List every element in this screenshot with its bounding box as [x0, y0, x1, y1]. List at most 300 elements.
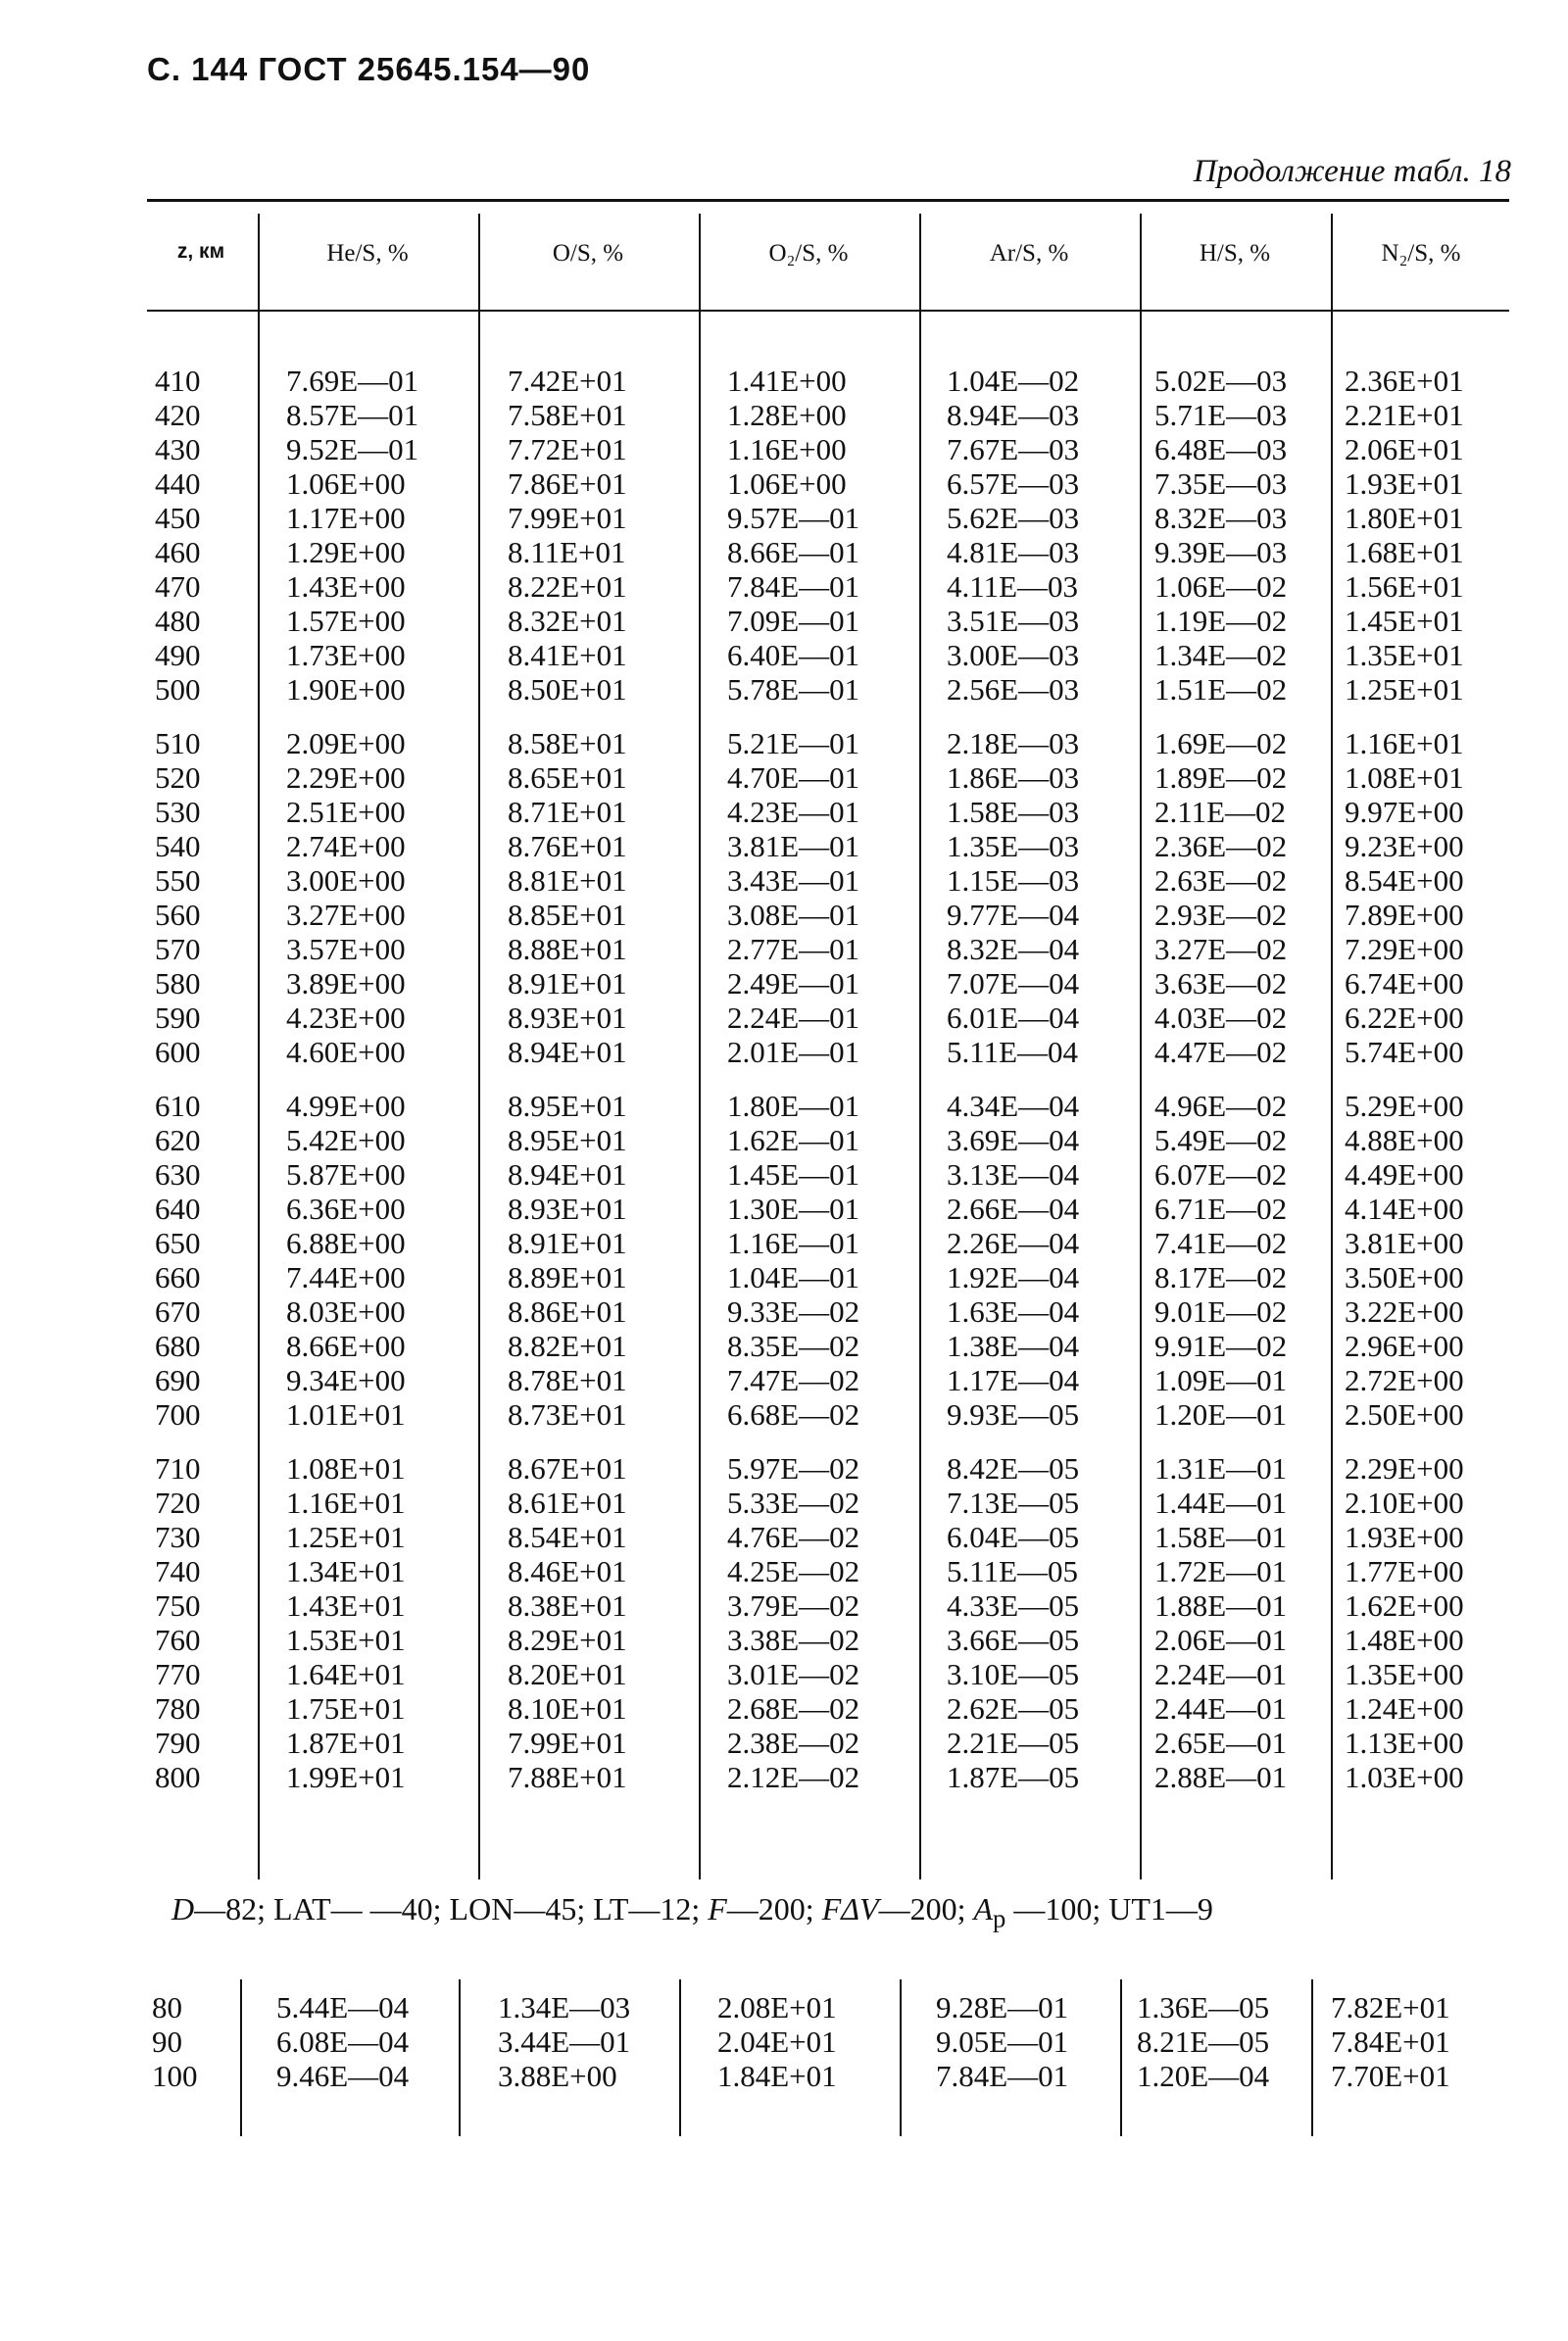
value-cell: 7.88E+01 [508, 1760, 627, 1794]
table-row [155, 399, 1527, 432]
value-cell: 5.87E+00 [286, 1157, 406, 1192]
altitude-cell: 760 [155, 1623, 201, 1657]
value-cell: 1.30E—01 [727, 1192, 860, 1226]
value-cell: 2.49E—01 [727, 966, 860, 1000]
value-cell: 2.09E+00 [286, 726, 406, 760]
table-row [155, 864, 1527, 898]
value-cell: 1.86E—03 [947, 760, 1080, 795]
value-cell: 4.14E+00 [1345, 1192, 1464, 1226]
table-row [155, 433, 1527, 466]
table-row [155, 673, 1527, 707]
column-header-h: H/S, % [1199, 240, 1271, 267]
altitude-cell: 440 [155, 466, 201, 501]
column-header-ar: Ar/S, % [989, 240, 1069, 267]
altitude-cell: 790 [155, 1726, 201, 1760]
param-fdv-label: FΔV [821, 1891, 879, 1926]
value-cell: 2.96E+00 [1345, 1329, 1464, 1363]
value-cell: 1.99E+01 [286, 1760, 406, 1794]
column-header-he: He/S, % [326, 240, 409, 267]
altitude-cell: 580 [155, 966, 201, 1000]
altitude-cell: 90 [152, 2024, 182, 2059]
value-cell: 9.34E+00 [286, 1363, 406, 1397]
column-header-altitude: z, км [176, 240, 225, 263]
value-cell: 1.29E+00 [286, 535, 406, 569]
value-cell: 7.41E—02 [1154, 1226, 1288, 1260]
value-cell: 9.23E+00 [1345, 829, 1464, 863]
value-cell: 2.38E—02 [727, 1726, 860, 1760]
value-cell: 2.18E—03 [947, 726, 1080, 760]
value-cell: 8.86E+01 [508, 1294, 627, 1329]
value-cell: 7.44E+00 [286, 1260, 406, 1294]
value-cell: 1.15E—03 [947, 863, 1080, 898]
value-cell: 2.93E—02 [1154, 898, 1288, 932]
value-cell: 4.60E+00 [286, 1035, 406, 1069]
value-cell: 8.93E+01 [508, 1000, 627, 1035]
value-cell: 6.36E+00 [286, 1192, 406, 1226]
table-row [155, 796, 1527, 829]
table-row [152, 2060, 1524, 2093]
altitude-cell: 600 [155, 1035, 201, 1069]
value-cell: 1.80E+01 [1345, 501, 1464, 535]
table-row [155, 899, 1527, 932]
value-cell: 6.07E—02 [1154, 1157, 1288, 1192]
value-cell: 1.06E—02 [1154, 569, 1288, 604]
table-row [155, 830, 1527, 863]
value-cell: 1.87E+01 [286, 1726, 406, 1760]
value-cell: 1.25E+01 [1345, 672, 1464, 707]
value-cell: 8.67E+01 [508, 1451, 627, 1486]
table-row [155, 1624, 1527, 1657]
value-cell: 1.84E+01 [717, 2059, 837, 2093]
value-cell: 1.56E+01 [1345, 569, 1464, 604]
value-cell: 8.91E+01 [508, 1226, 627, 1260]
value-cell: 1.77E+00 [1345, 1554, 1464, 1588]
value-cell: 8.94E—03 [947, 398, 1080, 432]
value-cell: 1.45E—01 [727, 1157, 860, 1192]
altitude-cell: 660 [155, 1260, 201, 1294]
value-cell: 1.28E+00 [727, 398, 847, 432]
value-cell: 8.65E+01 [508, 760, 627, 795]
value-cell: 3.10E—05 [947, 1657, 1080, 1691]
param-ap-value: —100; UT1—9 [1005, 1891, 1213, 1926]
value-cell: 3.66E—05 [947, 1623, 1080, 1657]
table-row [155, 1124, 1527, 1157]
value-cell: 8.57E—01 [286, 398, 419, 432]
value-cell: 3.43E—01 [727, 863, 860, 898]
value-cell: 4.23E+00 [286, 1000, 406, 1035]
altitude-cell: 430 [155, 432, 201, 466]
altitude-cell: 520 [155, 760, 201, 795]
value-cell: 8.95E+01 [508, 1089, 627, 1123]
value-cell: 1.08E+01 [286, 1451, 406, 1486]
value-cell: 8.32E+01 [508, 604, 627, 638]
value-cell: 7.70E+01 [1331, 2059, 1450, 2093]
altitude-cell: 630 [155, 1157, 201, 1192]
altitude-cell: 610 [155, 1089, 201, 1123]
value-cell: 5.33E—02 [727, 1486, 860, 1520]
value-cell: 8.88E+01 [508, 932, 627, 966]
value-cell: 1.87E—05 [947, 1760, 1080, 1794]
value-cell: 6.74E+00 [1345, 966, 1464, 1000]
value-cell: 3.38E—02 [727, 1623, 860, 1657]
altitude-cell: 670 [155, 1294, 201, 1329]
value-cell: 8.94E+01 [508, 1035, 627, 1069]
altitude-cell: 640 [155, 1192, 201, 1226]
value-cell: 2.51E+00 [286, 795, 406, 829]
value-cell: 4.99E+00 [286, 1089, 406, 1123]
value-cell: 2.63E—02 [1154, 863, 1288, 898]
value-cell: 1.20E—04 [1137, 2059, 1270, 2093]
table-row [155, 761, 1527, 795]
table-row [155, 1761, 1527, 1794]
altitude-cell: 560 [155, 898, 201, 932]
value-cell: 1.35E+00 [1345, 1657, 1464, 1691]
value-cell: 1.58E—01 [1154, 1520, 1288, 1554]
value-cell: 4.70E—01 [727, 760, 860, 795]
value-cell: 8.82E+01 [508, 1329, 627, 1363]
value-cell: 8.66E+00 [286, 1329, 406, 1363]
value-cell: 5.97E—02 [727, 1451, 860, 1486]
value-cell: 6.01E—04 [947, 1000, 1080, 1035]
value-cell: 1.53E+01 [286, 1623, 406, 1657]
value-cell: 1.34E+01 [286, 1554, 406, 1588]
value-cell: 3.08E—01 [727, 898, 860, 932]
value-cell: 1.17E—04 [947, 1363, 1080, 1397]
value-cell: 8.71E+01 [508, 795, 627, 829]
value-cell: 5.21E—01 [727, 726, 860, 760]
table-row [152, 2025, 1524, 2059]
table-row [155, 1589, 1527, 1623]
value-cell: 1.03E+00 [1345, 1760, 1464, 1794]
value-cell: 8.93E+01 [508, 1192, 627, 1226]
value-cell: 2.29E+00 [1345, 1451, 1464, 1486]
value-cell: 2.08E+01 [717, 1990, 837, 2024]
param-ap-label: A [973, 1891, 993, 1926]
value-cell: 7.47E—02 [727, 1363, 860, 1397]
value-cell: 3.13E—04 [947, 1157, 1080, 1192]
table-row [155, 727, 1527, 760]
table-row [155, 1364, 1527, 1397]
value-cell: 5.78E—01 [727, 672, 860, 707]
table-row [155, 933, 1527, 966]
value-cell: 4.34E—04 [947, 1089, 1080, 1123]
value-cell: 7.89E+00 [1345, 898, 1464, 932]
value-cell: 1.16E+01 [286, 1486, 406, 1520]
value-cell: 4.49E+00 [1345, 1157, 1464, 1192]
value-cell: 3.81E+00 [1345, 1226, 1464, 1260]
value-cell: 7.84E+01 [1331, 2024, 1450, 2059]
value-cell: 6.04E—05 [947, 1520, 1080, 1554]
altitude-cell: 100 [152, 2059, 198, 2093]
value-cell: 9.05E—01 [936, 2024, 1069, 2059]
value-cell: 5.29E+00 [1345, 1089, 1464, 1123]
altitude-cell: 510 [155, 726, 201, 760]
value-cell: 7.99E+01 [508, 1726, 627, 1760]
value-cell: 3.27E+00 [286, 898, 406, 932]
value-cell: 1.17E+00 [286, 501, 406, 535]
value-cell: 1.73E+00 [286, 638, 406, 672]
value-cell: 9.52E—01 [286, 432, 419, 466]
value-cell: 2.56E—03 [947, 672, 1080, 707]
value-cell: 1.16E+00 [727, 432, 847, 466]
value-cell: 2.36E—02 [1154, 829, 1288, 863]
value-cell: 8.21E—05 [1137, 2024, 1270, 2059]
value-cell: 1.89E—02 [1154, 760, 1288, 795]
altitude-cell: 730 [155, 1520, 201, 1554]
value-cell: 1.06E+00 [286, 466, 406, 501]
altitude-cell: 500 [155, 672, 201, 707]
param-f-label: F [708, 1891, 727, 1926]
value-cell: 1.62E+00 [1345, 1588, 1464, 1623]
altitude-cell: 770 [155, 1657, 201, 1691]
value-cell: 4.47E—02 [1154, 1035, 1288, 1069]
value-cell: 8.38E+01 [508, 1588, 627, 1623]
value-cell: 5.71E—03 [1154, 398, 1288, 432]
value-cell: 9.91E—02 [1154, 1329, 1288, 1363]
altitude-cell: 420 [155, 398, 201, 432]
value-cell: 9.01E—02 [1154, 1294, 1288, 1329]
value-cell: 1.25E+01 [286, 1520, 406, 1554]
table-row [155, 1658, 1527, 1691]
table-row [155, 1090, 1527, 1123]
value-cell: 1.44E—01 [1154, 1486, 1288, 1520]
value-cell: 2.29E+00 [286, 760, 406, 795]
altitude-cell: 620 [155, 1123, 201, 1157]
altitude-cell: 470 [155, 569, 201, 604]
table-row [155, 639, 1527, 672]
table-row [152, 1991, 1524, 2024]
value-cell: 7.99E+01 [508, 501, 627, 535]
altitude-cell: 480 [155, 604, 201, 638]
value-cell: 9.77E—04 [947, 898, 1080, 932]
value-cell: 8.95E+01 [508, 1123, 627, 1157]
value-cell: 2.66E—04 [947, 1192, 1080, 1226]
value-cell: 8.42E—05 [947, 1451, 1080, 1486]
value-cell: 1.80E—01 [727, 1089, 860, 1123]
value-cell: 3.57E+00 [286, 932, 406, 966]
value-cell: 2.06E+01 [1345, 432, 1464, 466]
value-cell: 3.51E—03 [947, 604, 1080, 638]
altitude-cell: 800 [155, 1760, 201, 1794]
table-row [155, 1487, 1527, 1520]
value-cell: 2.74E+00 [286, 829, 406, 863]
value-cell: 8.58E+01 [508, 726, 627, 760]
value-cell: 2.65E—01 [1154, 1726, 1288, 1760]
value-cell: 1.24E+00 [1345, 1691, 1464, 1726]
value-cell: 7.29E+00 [1345, 932, 1464, 966]
value-cell: 8.32E—04 [947, 932, 1080, 966]
table-row [155, 605, 1527, 638]
value-cell: 2.50E+00 [1345, 1397, 1464, 1432]
value-cell: 8.61E+01 [508, 1486, 627, 1520]
value-cell: 4.11E—03 [947, 569, 1079, 604]
table-row [155, 1036, 1527, 1069]
altitude-cell: 740 [155, 1554, 201, 1588]
value-cell: 1.64E+01 [286, 1657, 406, 1691]
value-cell: 6.48E—03 [1154, 432, 1288, 466]
value-cell: 2.44E—01 [1154, 1691, 1288, 1726]
value-cell: 6.71E—02 [1154, 1192, 1288, 1226]
value-cell: 3.89E+00 [286, 966, 406, 1000]
value-cell: 2.06E—01 [1154, 1623, 1288, 1657]
value-cell: 7.13E—05 [947, 1486, 1080, 1520]
value-cell: 1.04E—01 [727, 1260, 860, 1294]
value-cell: 6.08E—04 [276, 2024, 410, 2059]
table-row [155, 1261, 1527, 1294]
table-row [155, 1158, 1527, 1192]
column-header-n2: N₂/S, % [1381, 240, 1461, 267]
page-header: С. 144 ГОСТ 25645.154—90 [147, 51, 591, 87]
value-cell: 1.38E—04 [947, 1329, 1080, 1363]
value-cell: 3.27E—02 [1154, 932, 1288, 966]
value-cell: 4.81E—03 [947, 535, 1080, 569]
value-cell: 1.01E+01 [286, 1397, 406, 1432]
value-cell: 7.67E—03 [947, 432, 1080, 466]
value-cell: 4.23E—01 [727, 795, 860, 829]
value-cell: 1.16E+01 [1345, 726, 1464, 760]
value-cell: 9.33E—02 [727, 1294, 860, 1329]
value-cell: 5.11E—05 [947, 1554, 1079, 1588]
table-row [155, 570, 1527, 604]
altitude-cell: 720 [155, 1486, 201, 1520]
table-header-rule [147, 310, 1509, 312]
value-cell: 2.11E—02 [1154, 795, 1287, 829]
value-cell: 1.41E+00 [727, 364, 847, 398]
value-cell: 6.88E+00 [286, 1226, 406, 1260]
value-cell: 8.11E+01 [508, 535, 626, 569]
altitude-cell: 530 [155, 795, 201, 829]
value-cell: 1.88E—01 [1154, 1588, 1288, 1623]
value-cell: 7.42E+01 [508, 364, 627, 398]
value-cell: 8.20E+01 [508, 1657, 627, 1691]
altitude-cell: 450 [155, 501, 201, 535]
altitude-cell: 540 [155, 829, 201, 863]
altitude-cell: 710 [155, 1451, 201, 1486]
value-cell: 2.68E—02 [727, 1691, 860, 1726]
value-cell: 4.03E—02 [1154, 1000, 1288, 1035]
value-cell: 8.32E—03 [1154, 501, 1288, 535]
altitude-cell: 680 [155, 1329, 201, 1363]
altitude-cell: 650 [155, 1226, 201, 1260]
value-cell: 1.63E—04 [947, 1294, 1080, 1329]
value-cell: 1.57E+00 [286, 604, 406, 638]
value-cell: 7.07E—04 [947, 966, 1080, 1000]
value-cell: 1.90E+00 [286, 672, 406, 707]
value-cell: 1.09E—01 [1154, 1363, 1288, 1397]
value-cell: 9.39E—03 [1154, 535, 1288, 569]
value-cell: 1.58E—03 [947, 795, 1080, 829]
value-cell: 1.06E+00 [727, 466, 847, 501]
value-cell: 5.62E—03 [947, 501, 1080, 535]
value-cell: 5.49E—02 [1154, 1123, 1288, 1157]
table-row [155, 1227, 1527, 1260]
value-cell: 7.84E—01 [727, 569, 860, 604]
value-cell: 4.25E—02 [727, 1554, 860, 1588]
value-cell: 2.26E—04 [947, 1226, 1080, 1260]
value-cell: 5.11E—04 [947, 1035, 1079, 1069]
value-cell: 2.24E—01 [727, 1000, 860, 1035]
value-cell: 7.84E—01 [936, 2059, 1069, 2093]
value-cell: 8.50E+01 [508, 672, 627, 707]
value-cell: 8.78E+01 [508, 1363, 627, 1397]
value-cell: 3.81E—01 [727, 829, 860, 863]
table-row [155, 365, 1527, 398]
value-cell: 4.96E—02 [1154, 1089, 1288, 1123]
param-d-label: D [172, 1891, 195, 1926]
value-cell: 5.74E+00 [1345, 1035, 1464, 1069]
altitude-cell: 780 [155, 1691, 201, 1726]
value-cell: 1.04E—02 [947, 364, 1080, 398]
value-cell: 1.08E+01 [1345, 760, 1464, 795]
value-cell: 8.22E+01 [508, 569, 627, 604]
value-cell: 3.79E—02 [727, 1588, 860, 1623]
value-cell: 8.54E+00 [1345, 863, 1464, 898]
value-cell: 8.17E—02 [1154, 1260, 1288, 1294]
parameters-line [172, 1891, 1213, 1933]
value-cell: 8.54E+01 [508, 1520, 627, 1554]
value-cell: 8.94E+01 [508, 1157, 627, 1192]
value-cell: 9.93E—05 [947, 1397, 1080, 1432]
value-cell: 1.48E+00 [1345, 1623, 1464, 1657]
param-fdv-value: —200; [878, 1891, 974, 1926]
value-cell: 1.93E+01 [1345, 466, 1464, 501]
value-cell: 5.02E—03 [1154, 364, 1288, 398]
altitude-cell: 80 [152, 1990, 182, 2024]
value-cell: 8.76E+01 [508, 829, 627, 863]
value-cell: 2.21E—05 [947, 1726, 1080, 1760]
value-cell: 1.68E+01 [1345, 535, 1464, 569]
value-cell: 8.85E+01 [508, 898, 627, 932]
value-cell: 7.82E+01 [1331, 1990, 1450, 2024]
value-cell: 1.20E—01 [1154, 1397, 1288, 1432]
value-cell: 8.10E+01 [508, 1691, 627, 1726]
column-header-o: O/S, % [552, 240, 624, 267]
value-cell: 5.44E—04 [276, 1990, 410, 2024]
table-row [155, 1295, 1527, 1329]
value-cell: 6.57E—03 [947, 466, 1080, 501]
value-cell: 8.91E+01 [508, 966, 627, 1000]
value-cell: 7.35E—03 [1154, 466, 1288, 501]
value-cell: 1.35E—03 [947, 829, 1080, 863]
altitude-cell: 490 [155, 638, 201, 672]
value-cell: 3.44E—01 [498, 2024, 631, 2059]
altitude-cell: 410 [155, 364, 201, 398]
param-ap-subscript: p [993, 1903, 1006, 1933]
value-cell: 3.00E—03 [947, 638, 1080, 672]
table-row [155, 967, 1527, 1000]
value-cell: 1.34E—02 [1154, 638, 1288, 672]
value-cell: 8.41E+01 [508, 638, 627, 672]
value-cell: 2.10E+00 [1345, 1486, 1464, 1520]
value-cell: 4.76E—02 [727, 1520, 860, 1554]
value-cell: 8.81E+01 [508, 863, 627, 898]
value-cell: 1.51E—02 [1154, 672, 1288, 707]
altitude-cell: 750 [155, 1588, 201, 1623]
value-cell: 1.92E—04 [947, 1260, 1080, 1294]
value-cell: 9.28E—01 [936, 1990, 1069, 2024]
value-cell: 9.46E—04 [276, 2059, 410, 2093]
value-cell: 2.36E+01 [1345, 364, 1464, 398]
value-cell: 3.88E+00 [498, 2059, 617, 2093]
value-cell: 1.36E—05 [1137, 1990, 1270, 2024]
value-cell: 3.50E+00 [1345, 1260, 1464, 1294]
value-cell: 7.86E+01 [508, 466, 627, 501]
value-cell: 2.24E—01 [1154, 1657, 1288, 1691]
altitude-cell: 460 [155, 535, 201, 569]
value-cell: 4.33E—05 [947, 1588, 1080, 1623]
value-cell: 3.69E—04 [947, 1123, 1080, 1157]
continuation-label: Продолжение табл. 18 [1193, 154, 1511, 189]
